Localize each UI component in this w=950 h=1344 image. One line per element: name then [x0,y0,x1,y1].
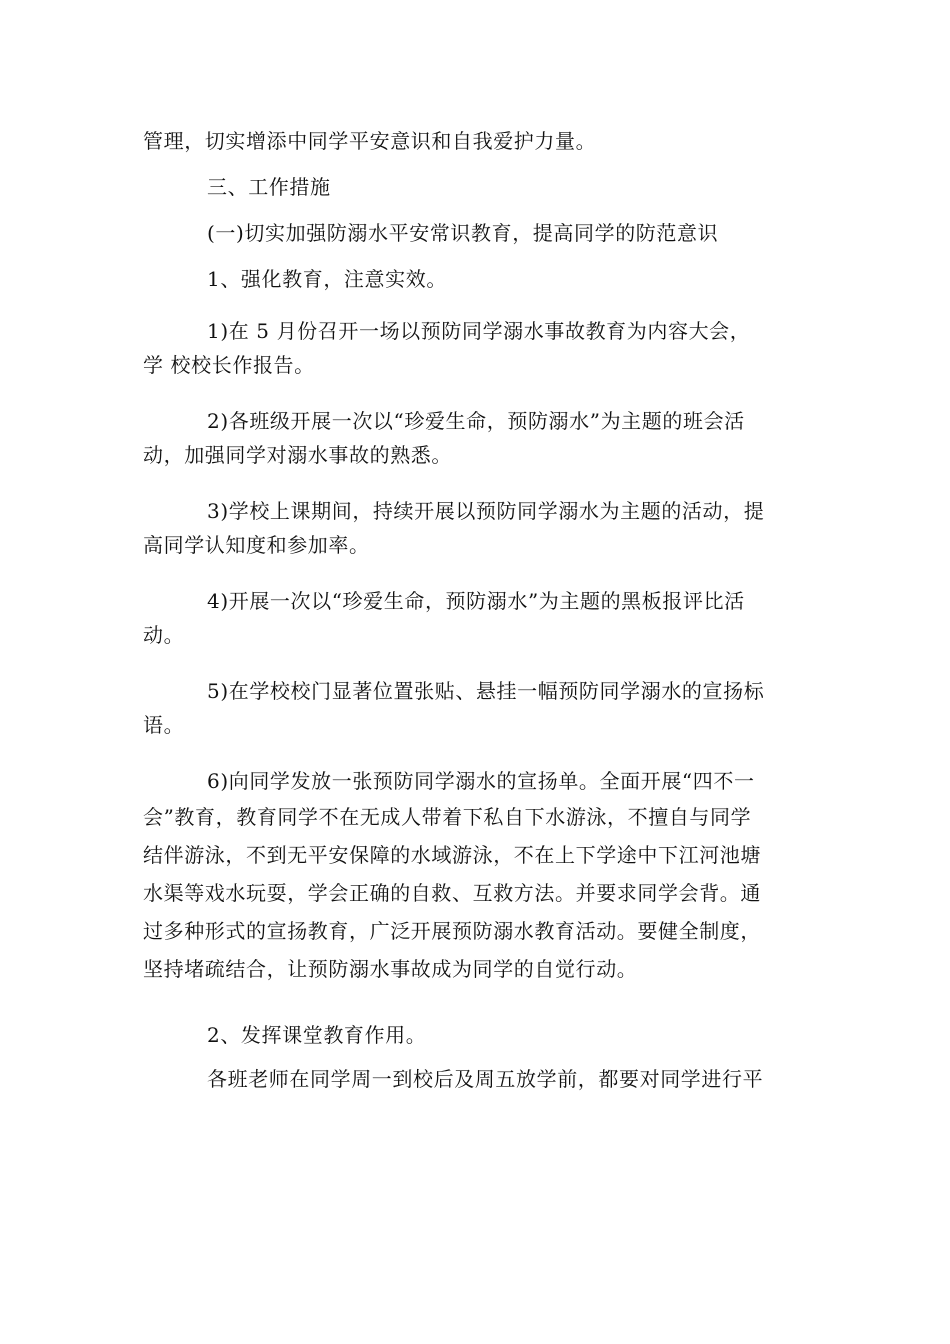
section-heading: 三、工作措施 [207,175,331,199]
text-line: 2)各班级开展一次以“珍爱生命，预防溺水”为主题的班会活 [207,409,745,433]
text-line: 动，加强同学对溺水事故的熟悉。 [143,443,452,467]
text-line: 动。 [143,623,185,647]
text-line: 3)学校上课期间，持续开展以预防同学溺水为主题的活动，提 [207,499,765,523]
text-line: 高同学认知度和参加率。 [143,533,370,557]
text-line: 水渠等戏水玩耍，学会正确的自救、互救方法。并要求同学会背。通 [143,881,761,905]
text-line: 学 校校长作报告。 [143,353,315,377]
text-line: 过多种形式的宣扬教育，广泛开展预防溺水教育活动。要健全制度， [143,919,761,943]
text-line: 坚持堵疏结合，让预防溺水事故成为同学的自觉行动。 [143,957,638,981]
item-heading: 2、发挥课堂教育作用。 [207,1023,427,1047]
text-line: 语。 [143,713,185,737]
item-heading: 1、强化教育，注意实效。 [207,267,447,291]
text-line: 1)在 5 月份召开一场以预防同学溺水事故教育为内容大会， [207,319,751,343]
text-line: 结伴游泳，不到无平安保障的水域游泳，不在上下学途中下江河池塘 [143,843,761,867]
text-line: 会”教育，教育同学不在无成人带着下私自下水游泳，不擅自与同学 [143,805,752,829]
text-line: 6)向同学发放一张预防同学溺水的宣扬单。全面开展“四不一 [207,769,755,793]
text-line: 4)开展一次以“珍爱生命，预防溺水”为主题的黑板报评比活 [207,589,745,613]
text-line: 管理，切实增添中同学平安意识和自我爱护力量。 [143,129,597,153]
subsection-heading: (一)切实加强防溺水平安常识教育，提高同学的防范意识 [207,221,719,245]
text-line: 5)在学校校门显著位置张贴、悬挂一幅预防同学溺水的宣扬标 [207,679,765,703]
text-line: 各班老师在同学周一到校后及周五放学前，都要对同学进行平 [207,1067,764,1091]
